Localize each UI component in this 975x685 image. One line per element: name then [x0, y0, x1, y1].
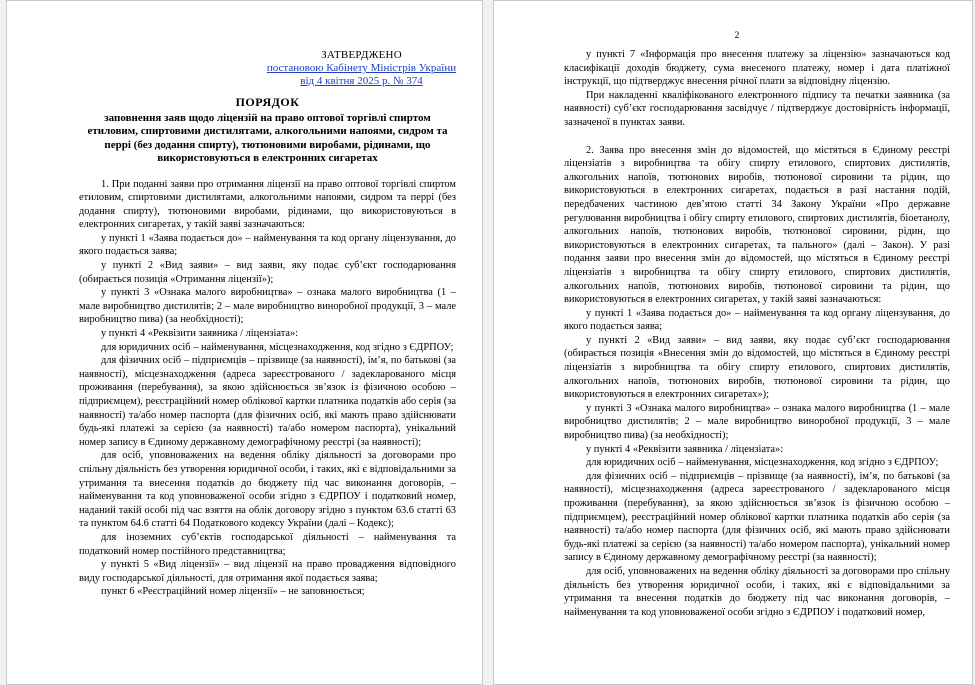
- document-subtitle: заповнення заяв щодо ліцензій на право оптової торгівлі спиртом етиловим, спиртовими дистилятами, алкогольними напоями, сидром та перрі (без додання спирту), тютюновими виробами, рідинами, що використовуються в електронних сигаретах: [87, 111, 448, 164]
- paragraph: При накладенні кваліфікованого електронного підпису та печатки заявника (за наявності) суб’єкт господарювання засвідчує / підтверджує достовірність інформації, зазначеної в пунктах заяви.: [564, 89, 950, 128]
- paragraph: у пункті 7 «Інформація про внесення платежу за ліцензію» зазначаються код класифікації доходів бюджету, сума внесеного платежу, номер і дата платіжної інструкції, що підтверджує внесення річної плати за відповідну ліцензію.: [564, 49, 950, 88]
- paragraph: для фізичних осіб – підприємців – прізвище (за наявності), ім’я, по батькові (за наявності), місцезнаходження (адреса зареєстрованого / задекларованого місця проживання (перебування), за якою здійснюється зв’язок із фізичною особою – підприємцем), реєстраційний номер облікової картки платника податків або серія (за наявності) та/або номер паспорта (для фізичних осіб, які мають право здійснювати будь-які платежі за серією (за наявності) та/або номером паспорта), унікальний номер запису в Єдиному державному демографічному реєстрі (за наявності);: [79, 355, 456, 448]
- paragraph: для осіб, уповноважених на ведення обліку діяльності за договорами про спільну діяльність без утворення юридичної особи, і таких, які є відповідальними за утримання та внесення податків до бюджету під час виконання договорів, – найменування та код уповноваженої особи згідно з ЄДРПОУ і податковий номер,: [564, 565, 950, 618]
- paragraph: у пункті 3 «Ознака малого виробництва» – ознака малого виробництва (1 – мале виробництво дистилятів; 2 – мале виробництво виноробної продукції, 3 – мале виробництво пива) (за необхідності);: [79, 287, 456, 326]
- page-number: 2: [734, 31, 740, 41]
- paragraph: у пункті 4 «Реквізити заявника / ліцензіата»:: [586, 443, 784, 455]
- paragraph: для осіб, уповноважених на ведення обліку діяльності за договорами про спільну діяльність без утворення юридичної особи, і таких, які є відповідальними за утримання та внесення податків до бюджету під час виконання договорів, – найменування та код уповноваженої особи згідно з ЄДРПОУ і податковий номер, наданий такій особі під час взяття на облік договору згідно з пунктом 63.6 статті 63 та пунктом 64.6 статті 64 Податкового кодексу України (далі – Кодекс);: [79, 450, 456, 530]
- paragraph: у пункті 3 «Ознака малого виробництва» – ознака малого виробництва (1 – мале виробництво дистилятів; 2 – мале виробництво виноробної продукції, 3 – мале виробництво пива) (за необхідності);: [564, 402, 950, 442]
- left-body-text: [79, 178, 456, 599]
- document-page-1: [6, 0, 483, 685]
- paragraph: для фізичних осіб – підприємців – прізвище (за наявності), ім’я, по батькові (за наявності), місцезнаходження (адреса зареєстрованого / задекларованого місця проживання (перебування), за якою здійснюється зв’язок із фізичною особою – підприємцем), реєстраційний номер облікової картки платника податків або серія (за наявності) та/або номер паспорта (для фізичних осіб, які мають право здійснювати будь-які платежі за серією (за наявності) та/або номером паспорта), унікальний номер запису в Єдиному державному демографічному реєстрі (за наявності);: [564, 470, 950, 564]
- paragraph: у пункті 2 «Вид заяви» – вид заяви, яку подає суб’єкт господарювання (обирається позиція «Отримання ліцензії»);: [79, 260, 456, 285]
- paragraph: 1. При поданні заяви про отримання ліцензії на право оптової торгівлі спиртом етиловим, спиртовими дистилятами, алкогольними напоями, сидром та перрі (без додання спирту), тютюновими виробами, рідинами, що використовуються в електронних сигаретах, у такій заяві зазначаються:: [79, 178, 456, 231]
- document-title: ПОРЯДОК: [235, 95, 300, 109]
- paragraph: для іноземних суб’єктів господарської діяльності – найменування та податковий номер постійного представництва;: [79, 531, 456, 557]
- paragraph: пункт 6 «Реєстраційний номер ліцензії» – не заповнюється;: [101, 586, 365, 598]
- paragraph: у пункті 5 «Вид ліцензії» – вид ліцензії на право провадження відповідного виду господарської діяльності, для отримання якої подається заява;: [79, 559, 456, 584]
- resolution-link[interactable]: постановою Кабінету Міністрів України: [266, 62, 457, 74]
- paragraph: у пункті 1 «Заява подається до» – найменування та код органу ліцензування, до якого подається заява;: [564, 307, 950, 333]
- resolution-date-link[interactable]: від 4 квітня 2025 р. № 374: [300, 75, 423, 87]
- paragraph: для юридичних осіб – найменування, місцезнаходження, код згідно з ЄДРПОУ;: [101, 341, 454, 353]
- paragraph: у пункті 4 «Реквізити заявника / ліцензіата»:: [101, 328, 299, 340]
- paragraph: для юридичних осіб – найменування, місцезнаходження, код згідно з ЄДРПОУ;: [586, 457, 939, 469]
- right-body-text: [564, 48, 950, 619]
- paragraph: у пункті 1 «Заява подається до» – найменування та код органу ліцензування, до якого подається заява;: [79, 232, 456, 258]
- document-page-2: [493, 0, 973, 685]
- document-heading: [79, 96, 456, 166]
- approval-title: ЗАТВЕРДЖЕНО: [321, 49, 402, 61]
- approval-block: [264, 49, 456, 88]
- paragraph: 2. Заява про внесення змін до відомостей, що містяться в Єдиному реєстрі ліцензіатів з виробництва та обігу спирту етилового, спиртових дистилятів, алкогольних напоїв, тютюнових виробів, тютюнової сировини та рідин, що використовуються в електронних сигаретах, подається в разі настання подій, передбачених частиною дев’ятою статті 34 Закону України «Про державне регулювання виробництва і обігу спирту етилового, спиртових дистилятів, біоетанолу, алкогольних напоїв, тютюнових виробів, тютюнової сировини, рідин, що використовуються в електронних сигаретах, та пального» (далі – Закон). У разі подання заяви про внесення змін до відомостей, що містяться в Єдиному реєстрі ліцензіатів з виробництва та обігу спирту етилового, спиртових дистилятів, алкогольних напоїв, тютюнових виробів, тютюнової сировини та рідин, що використовуються в електронних сигаретах, у такій заяві зазначаються:: [564, 144, 950, 306]
- paragraph: у пункті 2 «Вид заяви» – вид заяви, яку подає суб’єкт господарювання (обирається позиція «Внесення змін до відомостей, що містяться в Єдиному реєстрі ліцензіатів з виробництва та обігу спирту етилового, спиртових дистилятів, алкогольних напоїв, тютюнових виробів, тютюнової сировини та рідин, що використовуються в електронних сигаретах»);: [564, 334, 950, 401]
